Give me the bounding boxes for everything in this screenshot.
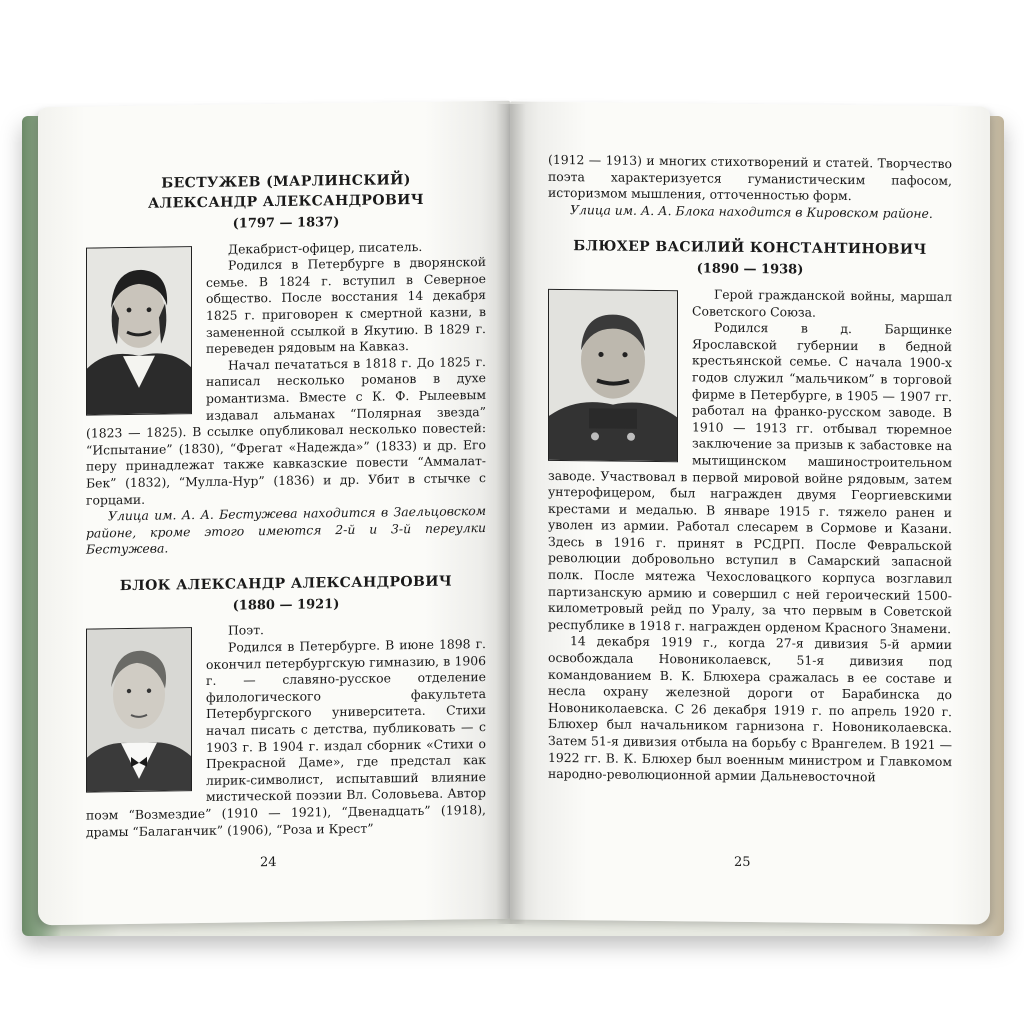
right-page-content bbox=[548, 152, 952, 787]
blyukher-p3: 14 декабря 1919 г., когда 27-я дивизия 5-й армии освобождала Новониколаевск, 51-я дивизия под командованием В. К. Блюхера сражалась в ее составе и несла охрану железной дороги от Барабинска до Новониколаевска. С 26 декабря 1919 г. по апрель 1920 г. Блюхер был начальником гарнизона г. Новониколаевска. Затем 51-я дивизия отбыла на борьбу с Врангелем. В 1921 — 1922 гг. В. К. Блюхер был военным министром и Главкомом народно-революционной армии Дальневосточной bbox=[548, 633, 952, 785]
blok-continuation: (1912 — 1913) и многих стихотворений и статей. Творчество поэта характеризуется гуманистическим пафосом, историзмом мышления, отточенностью форм. bbox=[548, 151, 952, 204]
left-page bbox=[38, 101, 510, 926]
right-page-number: 25 bbox=[734, 854, 751, 871]
left-page-number: 24 bbox=[260, 854, 277, 871]
blok-heading: БЛОК АЛЕКСАНДР АЛЕКСАНДРОВИЧ bbox=[119, 573, 453, 595]
blok-p2: Родился в Петербурге. В июне 1898 г. окончил петербургскую гимназию, в 1906 г. — славяно-русское отделение филологического факультета Петербургского университета. Стихи начал писать с детства, публиковать — с 1903 г. В 1904 г. издал сборник «Стихи о Прекрасной Даме», где предстал как лирик-символист, испытавший влияние мистической поэзии Вл. Соловьева. Автор поэм “Возмездие” (1910 — 1921), “Двенадцать” (1918), драмы “Балаганчик” (1906), “Роза и Крест” bbox=[86, 636, 486, 840]
bestuzhev-p3: Начал печататься в 1818 г. До 1825 г. написал несколько романов в духе романтизма. Вместе с К. Ф. Рылеевым издавал альманах “Полярная звезда” (1823 — 1825). В ссылке опубликовал несколько повестей: “Испытание” (1830), “Фрегат «Надежда»” (1833) и др. Его перу принадлежат также кавказские повести “Аммалат-Бек” (1832), “Мулла-Нур” (1836) и др. Убит в стычке с горцами. bbox=[86, 353, 486, 508]
bestuzhev-p2: Родился в Петербурге в дворянской семье. В 1824 г. вступил в Северное общество. После восстания 14 декабря 1825 г. приговорен к смертной казни, в замененной ссылкой в Якутию. В 1829 г. переведен рядовым на Кавказ. bbox=[206, 254, 486, 357]
bestuzhev-p1: Декабрист-офицер, писатель. bbox=[228, 238, 423, 257]
book-spine bbox=[496, 104, 526, 924]
bestuzhev-street-note: Улица им. А. А. Бестужева находится в Заельцовском районе, кроме этого имеются 2-й и 3-й переулки Бестужева. bbox=[86, 503, 486, 557]
bestuzhev-dates: (1797 — 1837) bbox=[232, 215, 340, 232]
right-page bbox=[510, 101, 990, 924]
bestuzhev-heading-line1: БЕСТУЖЕВ (МАРЛИНСКИЙ) bbox=[161, 172, 411, 192]
blyukher-p1: Герой гражданской войны, маршал Советского Союза. bbox=[692, 286, 952, 320]
blok-portrait bbox=[86, 628, 192, 793]
blok-p1: Поэт. bbox=[228, 622, 264, 639]
left-page-content bbox=[86, 169, 486, 841]
bestuzhev-heading-line2: АЛЕКСАНДР АЛЕКСАНДРОВИЧ bbox=[148, 191, 424, 212]
blyukher-dates: (1890 — 1938) bbox=[696, 261, 804, 278]
bestuzhev-heading bbox=[86, 169, 486, 215]
blok-street-note: Улица им. А. А. Блока находится в Кировском районе. bbox=[570, 201, 933, 221]
blyukher-p2: Родился в д. Барщинке Ярославской губернии в бедной крестьянской семье. С начала 1900-х годов служил “мальчиком” в торговой фирме в Петербурге, в 1905 — 1907 гг. работал на франко-русском заводе. В 1910 — 1913 гг. отбывал тюремное заключение за призыв к забастовке на мытищинском машиностроительном заводе. Участвовал в первой мировой войне рядовым, затем унтерофицером, был награжден двумя Георгиевскими крестами и медалью. В январе 1915 г. тяжело ранен и уволен из армии. Работал слесарем в Сормове и Казани. Здесь в 1916 г. принят в РСДРП. После Февральской революции добровольно вступил в Самарский запасной полк. После мятежа Чехословацкого корпуса возглавил партизанскую армию и совершил с ней героический 1500-километровый рейд по Уралу, за что первым в Советской республике в 1918 г. награжден орденом Красного Знамени. bbox=[548, 319, 952, 636]
blok-dates: (1880 — 1921) bbox=[232, 596, 340, 614]
bestuzhev-portrait bbox=[86, 246, 192, 415]
blyukher-heading: БЛЮХЕР ВАСИЛИЙ КОНСТАНТИНОВИЧ bbox=[573, 238, 927, 259]
blyukher-portrait bbox=[548, 289, 678, 462]
